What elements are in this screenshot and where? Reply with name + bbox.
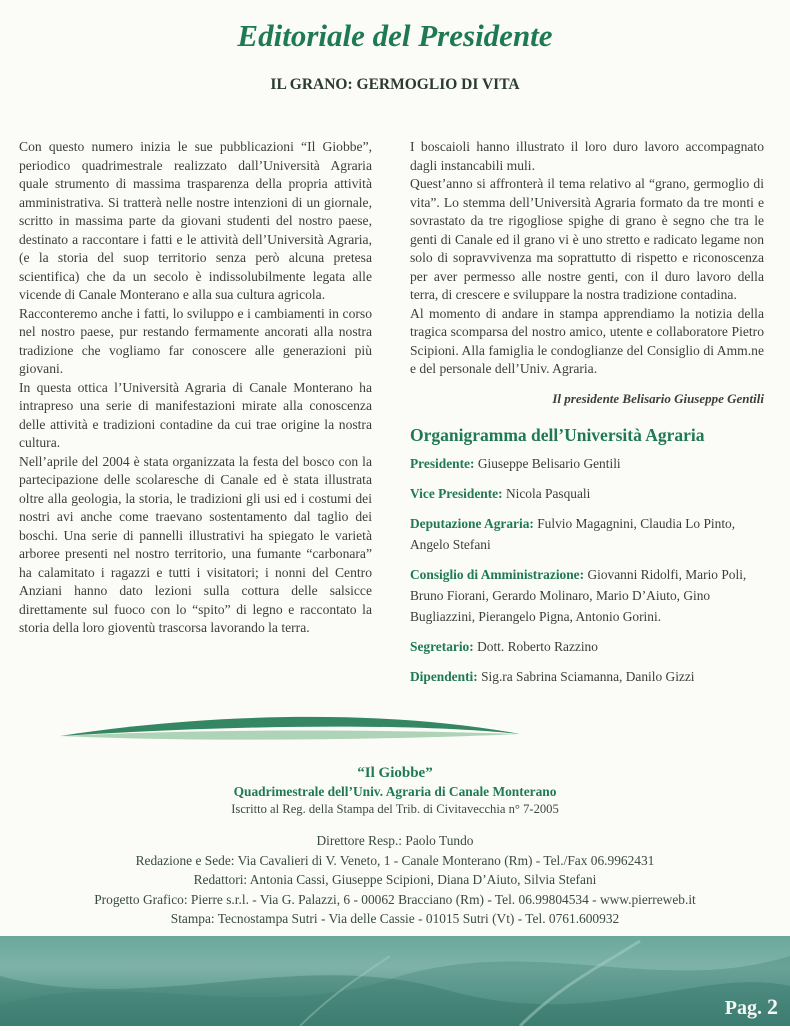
organigram-item (410, 513, 764, 555)
organigram-item (410, 564, 764, 627)
colophon-line: Redazione e Sede: Via Cavalieri di V. Veneto, 1 - Canale Monterano (Rm) - Tel./Fax 06.9962431 (135, 852, 655, 868)
colophon-line: Progetto Grafico: Pierre s.r.l. - Via G. Palazzi, 6 - 00062 Bracciano (Rm) - Tel. 06.99804534 - www.pierreweb.it (94, 891, 696, 907)
article-paragraph: Nell’aprile del 2004 è stata organizzata la festa del bosco con la partecipazione delle scolaresche di Canale ed è stata illustrata oltre alla geologia, la storia, le tradizioni gli usi ed i costumi dei nostri avi anche come traevano sostentamento dal taglio dei boschi. Una serie di pannelli illustrativi ha spiegato le varietà arboree presenti nel nostro territorio, una fumante “carbonara” ha calamitato i ragazzi e tutti i visitatori; i nonni del Centro Anziani hanno dato lezioni sulla cottura delle salsicce direttamente sul fuoco con lo “spito” di legno e raccontato la storia della loro gioventù trascorsa lavorando la terra. (19, 453, 372, 635)
organigram-item (410, 483, 764, 504)
decorative-swoosh (0, 700, 790, 760)
organigram-role: Dipendenti: (410, 668, 478, 684)
organigram-names: Nicola Pasquali (505, 485, 591, 501)
organigram-item (410, 453, 764, 474)
publication-name: “Il Giobbe” (357, 765, 433, 781)
page-title: Editoriale del Presidente (237, 18, 553, 53)
publication-subtitle: Quadrimestrale dell’Univ. Agraria di Canale Monterano (233, 784, 557, 799)
wheat-pattern (0, 936, 790, 1026)
page-number-value: 2 (767, 994, 778, 1019)
article-paragraph: Quest’anno si affronterà il tema relativo al “grano, germoglio di vita”. Lo stemma dell’Università Agraria formato da tre monti e sovrastato da tre rigogliose spighe di grano è segno che tra le genti di Canale ed il grano vi è uno stretto e radicato legame non solo di sopravvivenza ma soprattutto di rispetto e riconoscenza per aver permesso alle nostre genti, con il duro lavoro della terra, di crescere e sviluppare la nostra tradizione contadina. (410, 176, 764, 302)
decorative-wheat-band (0, 936, 790, 1026)
article-subtitle: IL GRANO: GERMOGLIO DI VITA (270, 76, 520, 93)
organigram-names: Sig.ra Sabrina Sciamanna, Danilo Gizzi (481, 668, 695, 684)
organigram-role: Presidente: (410, 455, 475, 471)
page-number (725, 994, 778, 1020)
organigram-role: Vice Presidente: (410, 485, 503, 501)
organigram-item (410, 666, 764, 687)
organigram-role: Deputazione Agraria: (410, 515, 534, 531)
article-paragraph: Racconteremo anche i fatti, lo sviluppo e i cambiamenti in corso nel nostro paese, pur restando fermamente ancorati alla nostra tradizione che vogliamo far conoscere alle generazioni più giovani. (19, 305, 372, 376)
article-right-column (410, 138, 764, 696)
colophon-credits (0, 831, 790, 929)
colophon-line: Direttore Resp.: Paolo Tundo (316, 833, 474, 848)
organigram-names: Giuseppe Belisario Gentili (477, 455, 621, 471)
organigram-item (410, 636, 764, 657)
article-paragraph: In questa ottica l’Università Agraria di Canale Monterano ha intrapreso una serie di manifestazioni mirate alla conoscenza delle attività e tradizioni contadine da cui trae origine la nostra cultura. (19, 379, 372, 450)
organigram-names: Dott. Roberto Razzino (477, 638, 598, 654)
colophon-line: Stampa: Tecnostampa Sutri - Via delle Cassie - 01015 Sutri (Vt) - Tel. 0761.600932 (170, 911, 620, 927)
organigram-role: Segretario: (410, 638, 474, 654)
colophon (0, 765, 790, 929)
article-paragraph: I boscaioli hanno illustrato il loro duro lavoro accompagnato dagli instancabili muli. (410, 139, 764, 173)
colophon-line: Redattori: Antonia Cassi, Giuseppe Scipioni, Diana D’Aiuto, Silvia Stefani (193, 872, 597, 888)
registration-note: Iscritto al Reg. della Stampa del Trib. di Civitavecchia n° 7-2005 (231, 802, 559, 816)
article-left-column (19, 138, 372, 638)
president-signature: Il presidente Belisario Giuseppe Gentili (552, 390, 764, 406)
organigram-role: Consiglio di Amministrazione: (410, 566, 585, 582)
page-label: Pag. (724, 997, 762, 1019)
article-paragraph: Con questo numero inizia le sue pubblicazioni “Il Giobbe”, periodico quadrimestrale realizzato dall’Università Agraria quale strumento di massima trasparenza della propria attività amministrativa. Si tratterà nelle nostre intenzioni di un giornale, scritto in massima parte da giovani studenti del nostro paese, destinato a raccontare i fatti e le attività dell’Università Agraria, (e la storia del suop territorio senza però alcuna pretesa scientifica) che da un secolo è indissolubilmente legata alle vicende di Canale Monterano e alla sua cultura agricola. (19, 139, 372, 302)
organigram-list (410, 453, 764, 687)
organigram-title: Organigramma dell’Università Agraria (410, 425, 705, 445)
organigram-names: Fulvio Magagnini, Claudia Lo Pinto, Angelo Stefani (410, 515, 736, 552)
article-paragraph: Al momento di andare in stampa apprendiamo la notizia della tragica scomparsa del nostro amico, utente e collaboratore Pietro Scipioni. Alla famiglia le condoglianze del Consiglio di Amm.ne e del personale dell’Univ. Agraria. (410, 305, 764, 376)
organigram-names: Giovanni Ridolfi, Mario Poli, Bruno Fiorani, Gerardo Molinaro, Mario D’Aiuto, Gino Bugliazzini, Pierangelo Pigna, Antonio Gorini. (410, 566, 747, 624)
